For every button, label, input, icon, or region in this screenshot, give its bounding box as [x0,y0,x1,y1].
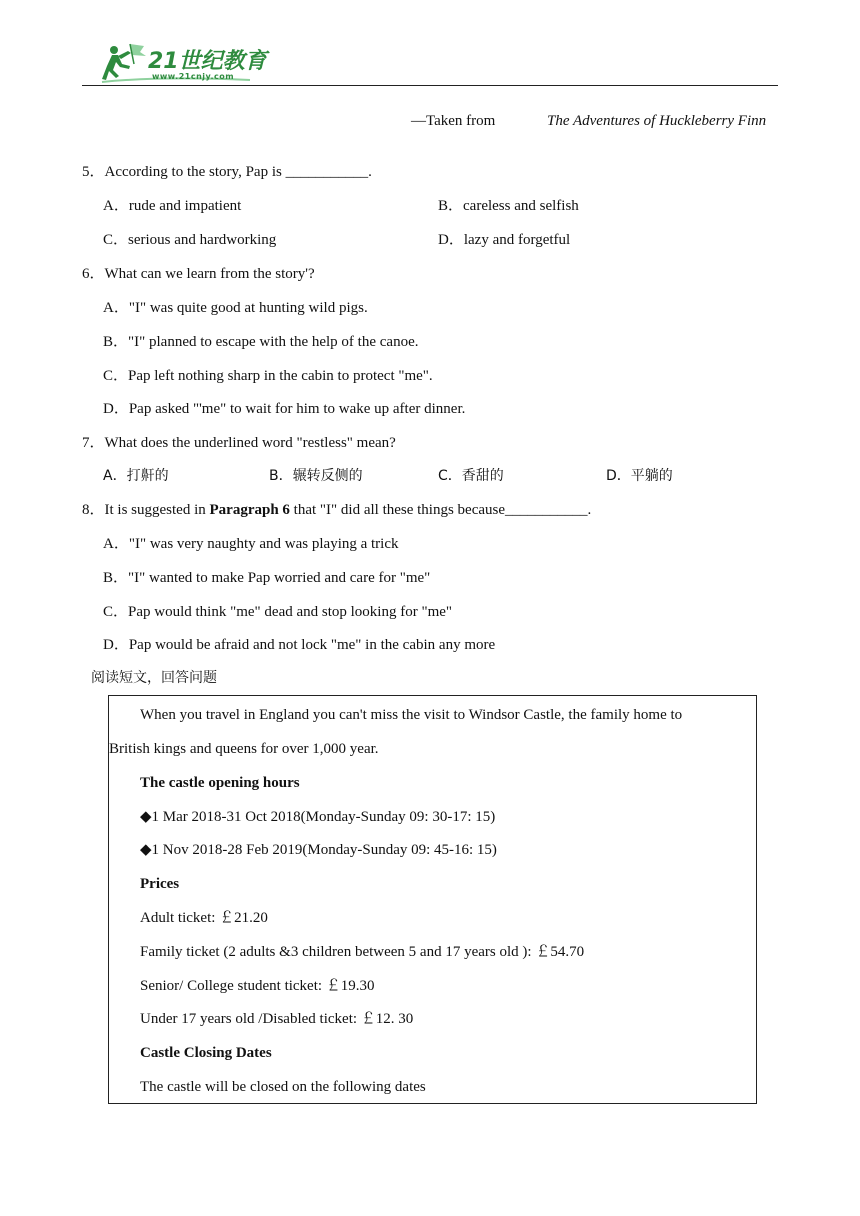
opening-hours-item: ◆1 Mar 2018-31 Oct 2018(Monday-Sunday 09: 30-17: 15) [140,809,496,825]
question-8-option-c: C．Pap would think "me" dead and stop looking for "me" [103,604,453,620]
question-7-option-c: C．香甜的 [438,468,504,484]
passage-intro-line-1: When you travel in England you can't miss the visit to Windsor Castle, the family home to [140,707,683,723]
header-divider [82,85,778,86]
passage-intro-line-2: British kings and queens for over 1,000 year. [109,741,379,757]
question-8-stem [82,501,591,519]
question-7-stem: 7．What does the underlined word "restless" mean? [82,435,396,451]
question-5-stem: 5．According to the story, Pap is ___________. [82,164,372,180]
svg-text:www.21cnjy.com: www.21cnjy.com [152,72,235,81]
reading-instruction: 阅读短文，回答问题 [91,670,217,686]
question-5-option-a: A．rude and impatient [103,198,242,214]
question-7-option-b: B．辗转反侧的 [269,468,363,484]
question-5-option-c: C．serious and hardworking [103,232,277,248]
question-7-option-d: D．平躺的 [606,468,673,484]
closing-dates-text: The castle will be closed on the following dates [140,1079,426,1095]
price-item: Adult ticket: ￡21.20 [140,910,268,926]
price-item: Family ticket (2 adults &3 children between 5 and 17 years old ): ￡54.70 [140,944,585,960]
question-7-option-a: A．打鼾的 [103,468,169,484]
book-title: The Adventures of Huckleberry Finn [547,113,767,129]
taken-from-label: —Taken from [411,113,496,129]
price-item: Under 17 years old /Disabled ticket: ￡12. 30 [140,1011,414,1027]
question-6-option-b: B．"I" planned to escape with the help of the canoe. [103,334,419,350]
opening-hours-title: The castle opening hours [140,775,300,791]
svg-text:21世纪教育: 21世纪教育 [148,49,267,74]
question-6-option-a: A．"I" was quite good at hunting wild pigs. [103,300,368,316]
question-8-option-d: D．Pap would be afraid and not lock "me" in the cabin any more [103,637,496,653]
question-8-option-b: B．"I" wanted to make Pap worried and care for "me" [103,570,431,586]
opening-hours-item: ◆1 Nov 2018-28 Feb 2019(Monday-Sunday 09: 45-16: 15) [140,842,497,858]
question-8-stem-bold: Paragraph 6 [209,502,290,518]
question-8-stem-suffix: that "I" did all these things because___________. [289,502,592,518]
question-8-option-a: A．"I" was very naughty and was playing a trick [103,536,399,552]
site-logo [100,42,270,86]
question-8-stem-prefix: 8．It is suggested in [82,502,210,518]
question-6-stem: 6．What can we learn from the story'? [82,266,315,282]
question-6-option-d: D．Pap asked "'me" to wait for him to wake up after dinner. [103,401,466,417]
question-6-option-c: C．Pap left nothing sharp in the cabin to protect "me". [103,368,433,384]
closing-dates-title: Castle Closing Dates [140,1045,272,1061]
question-5-option-d: D．lazy and forgetful [438,232,571,248]
price-item: Senior/ College student ticket: ￡19.30 [140,978,375,994]
question-5-option-b: B．careless and selfish [438,198,579,214]
prices-title: Prices [140,876,180,892]
reading-passage-box [108,695,757,1104]
